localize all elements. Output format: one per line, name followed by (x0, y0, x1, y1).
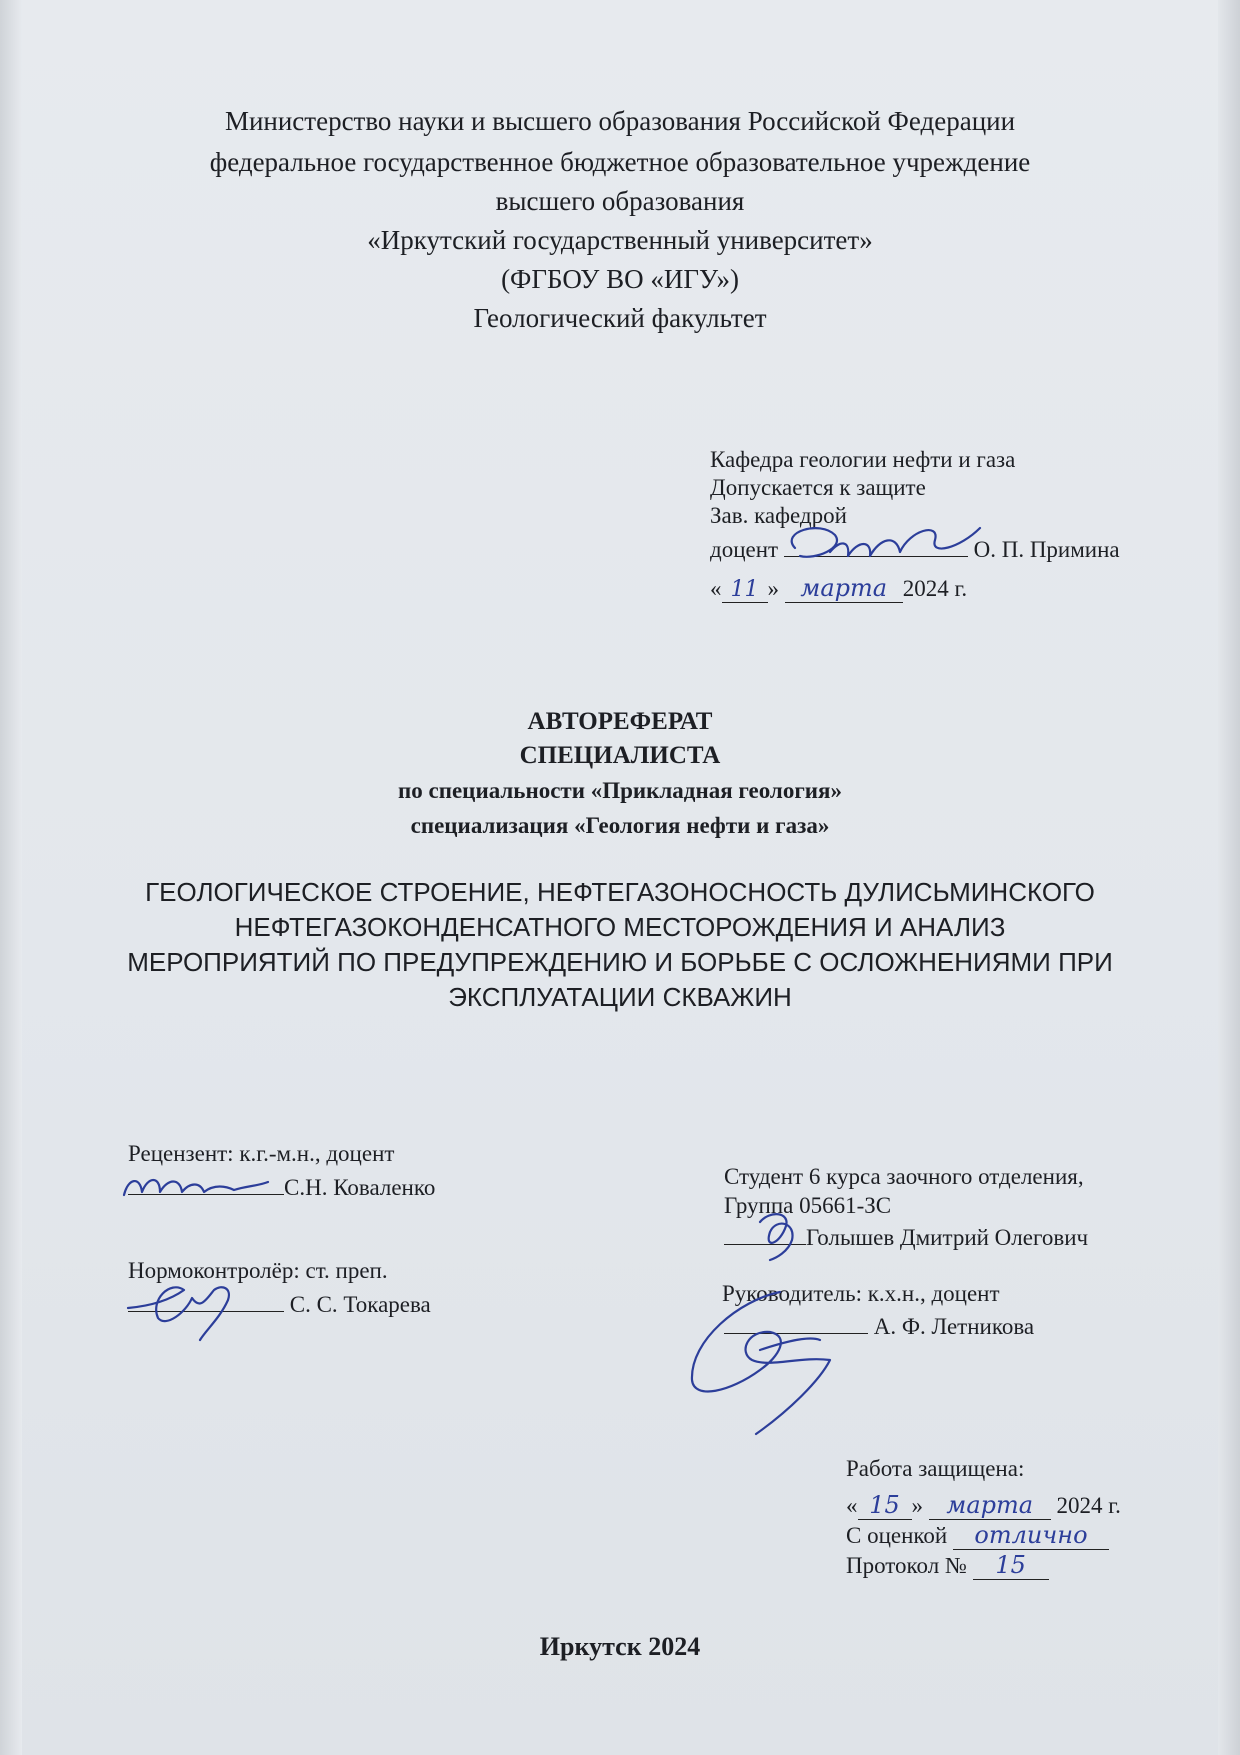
defense-close-quote: » (911, 1493, 923, 1518)
head-signature (792, 528, 980, 557)
ministry-line: Министерство науки и высшего образования Российской Федерации (224, 106, 1016, 136)
faculty-name: Геологический факультет (473, 303, 767, 333)
approval-year: 2024 г. (902, 576, 968, 601)
grade-label: С оценкой (846, 1523, 948, 1548)
defense-open-quote: « (846, 1493, 858, 1518)
education-level-line: высшего образования (495, 186, 745, 216)
head-position: доцент (710, 537, 779, 562)
institution-type-line: федеральное государственное бюджетное образовательное учреждение (209, 147, 1031, 177)
head-title: Зав. кафедрой (710, 503, 847, 528)
student-name: Голышев Дмитрий Олегович (806, 1225, 1089, 1250)
student-course: Студент 6 курса заочного отделения, (724, 1164, 1084, 1189)
department-name: Кафедра геологии нефти и газа (710, 447, 1016, 472)
reviewer-signature (124, 1180, 268, 1195)
document-type: АВТОРЕФЕРАТ (527, 708, 713, 735)
degree-level: СПЕЦИАЛИСТА (519, 742, 721, 769)
student-signature (760, 1214, 793, 1260)
university-name: «Иркутский государственный университет» (367, 225, 873, 255)
date-open-quote: « (710, 576, 722, 601)
reviewer-label: Рецензент: к.г.-м.н., доцент (128, 1141, 395, 1166)
specialty: по специальности «Прикладная геология» (398, 778, 842, 803)
defense-year: 2024 г. (1056, 1493, 1121, 1518)
reviewer-name: С.Н. Коваленко (284, 1175, 436, 1200)
head-name: О. П. Примина (973, 537, 1120, 562)
approval-day: 11 (722, 577, 768, 603)
thesis-topic-line-1: ГЕОЛОГИЧЕСКОЕ СТРОЕНИЕ, НЕФТЕГАЗОНОСНОСТЬ ДУЛИСЬМИНСКОГО (145, 877, 1095, 907)
city-year: Иркутск 2024 (539, 1632, 701, 1661)
approval-month: марта (785, 574, 903, 603)
defense-month: марта (929, 1491, 1051, 1520)
protocol-value: 15 (973, 1551, 1049, 1580)
date-close-quote: » (767, 576, 779, 601)
university-abbrev: (ФГБОУ ВО «ИГУ») (501, 264, 739, 294)
normcontrol-label: Нормоконтролёр: ст. преп. (128, 1258, 388, 1283)
thesis-topic-line-3: МЕРОПРИЯТИЙ ПО ПРЕДУПРЕЖДЕНИЮ И БОРЬБЕ С ОСЛОЖНЕНИЯМИ ПРИ (127, 947, 1113, 977)
thesis-topic-line-2: НЕФТЕГАЗОКОНДЕНСАТНОГО МЕСТОРОЖДЕНИЯ И АНАЛИЗ (234, 912, 1006, 942)
protocol-label: Протокол № (846, 1553, 967, 1578)
supervisor-signature (692, 1292, 830, 1434)
specialization: специализация «Геология нефти и газа» (410, 813, 830, 838)
student-group: Группа 05661-ЗС (724, 1193, 892, 1218)
supervisor-name: А. Ф. Летникова (873, 1314, 1035, 1339)
admitted-to-defense: Допускается к защите (710, 475, 926, 500)
normcontrol-name: С. С. Токарева (289, 1292, 431, 1317)
thesis-topic-line-4: ЭКСПЛУАТАЦИИ СКВАЖИН (448, 982, 792, 1012)
grade-value: отлично (953, 1521, 1109, 1550)
supervisor-label: Руководитель: к.х.н., доцент (722, 1281, 1000, 1306)
defense-day: 15 (858, 1491, 912, 1520)
normcontrol-signature (128, 1287, 229, 1340)
defense-label: Работа защищена: (846, 1456, 1025, 1481)
